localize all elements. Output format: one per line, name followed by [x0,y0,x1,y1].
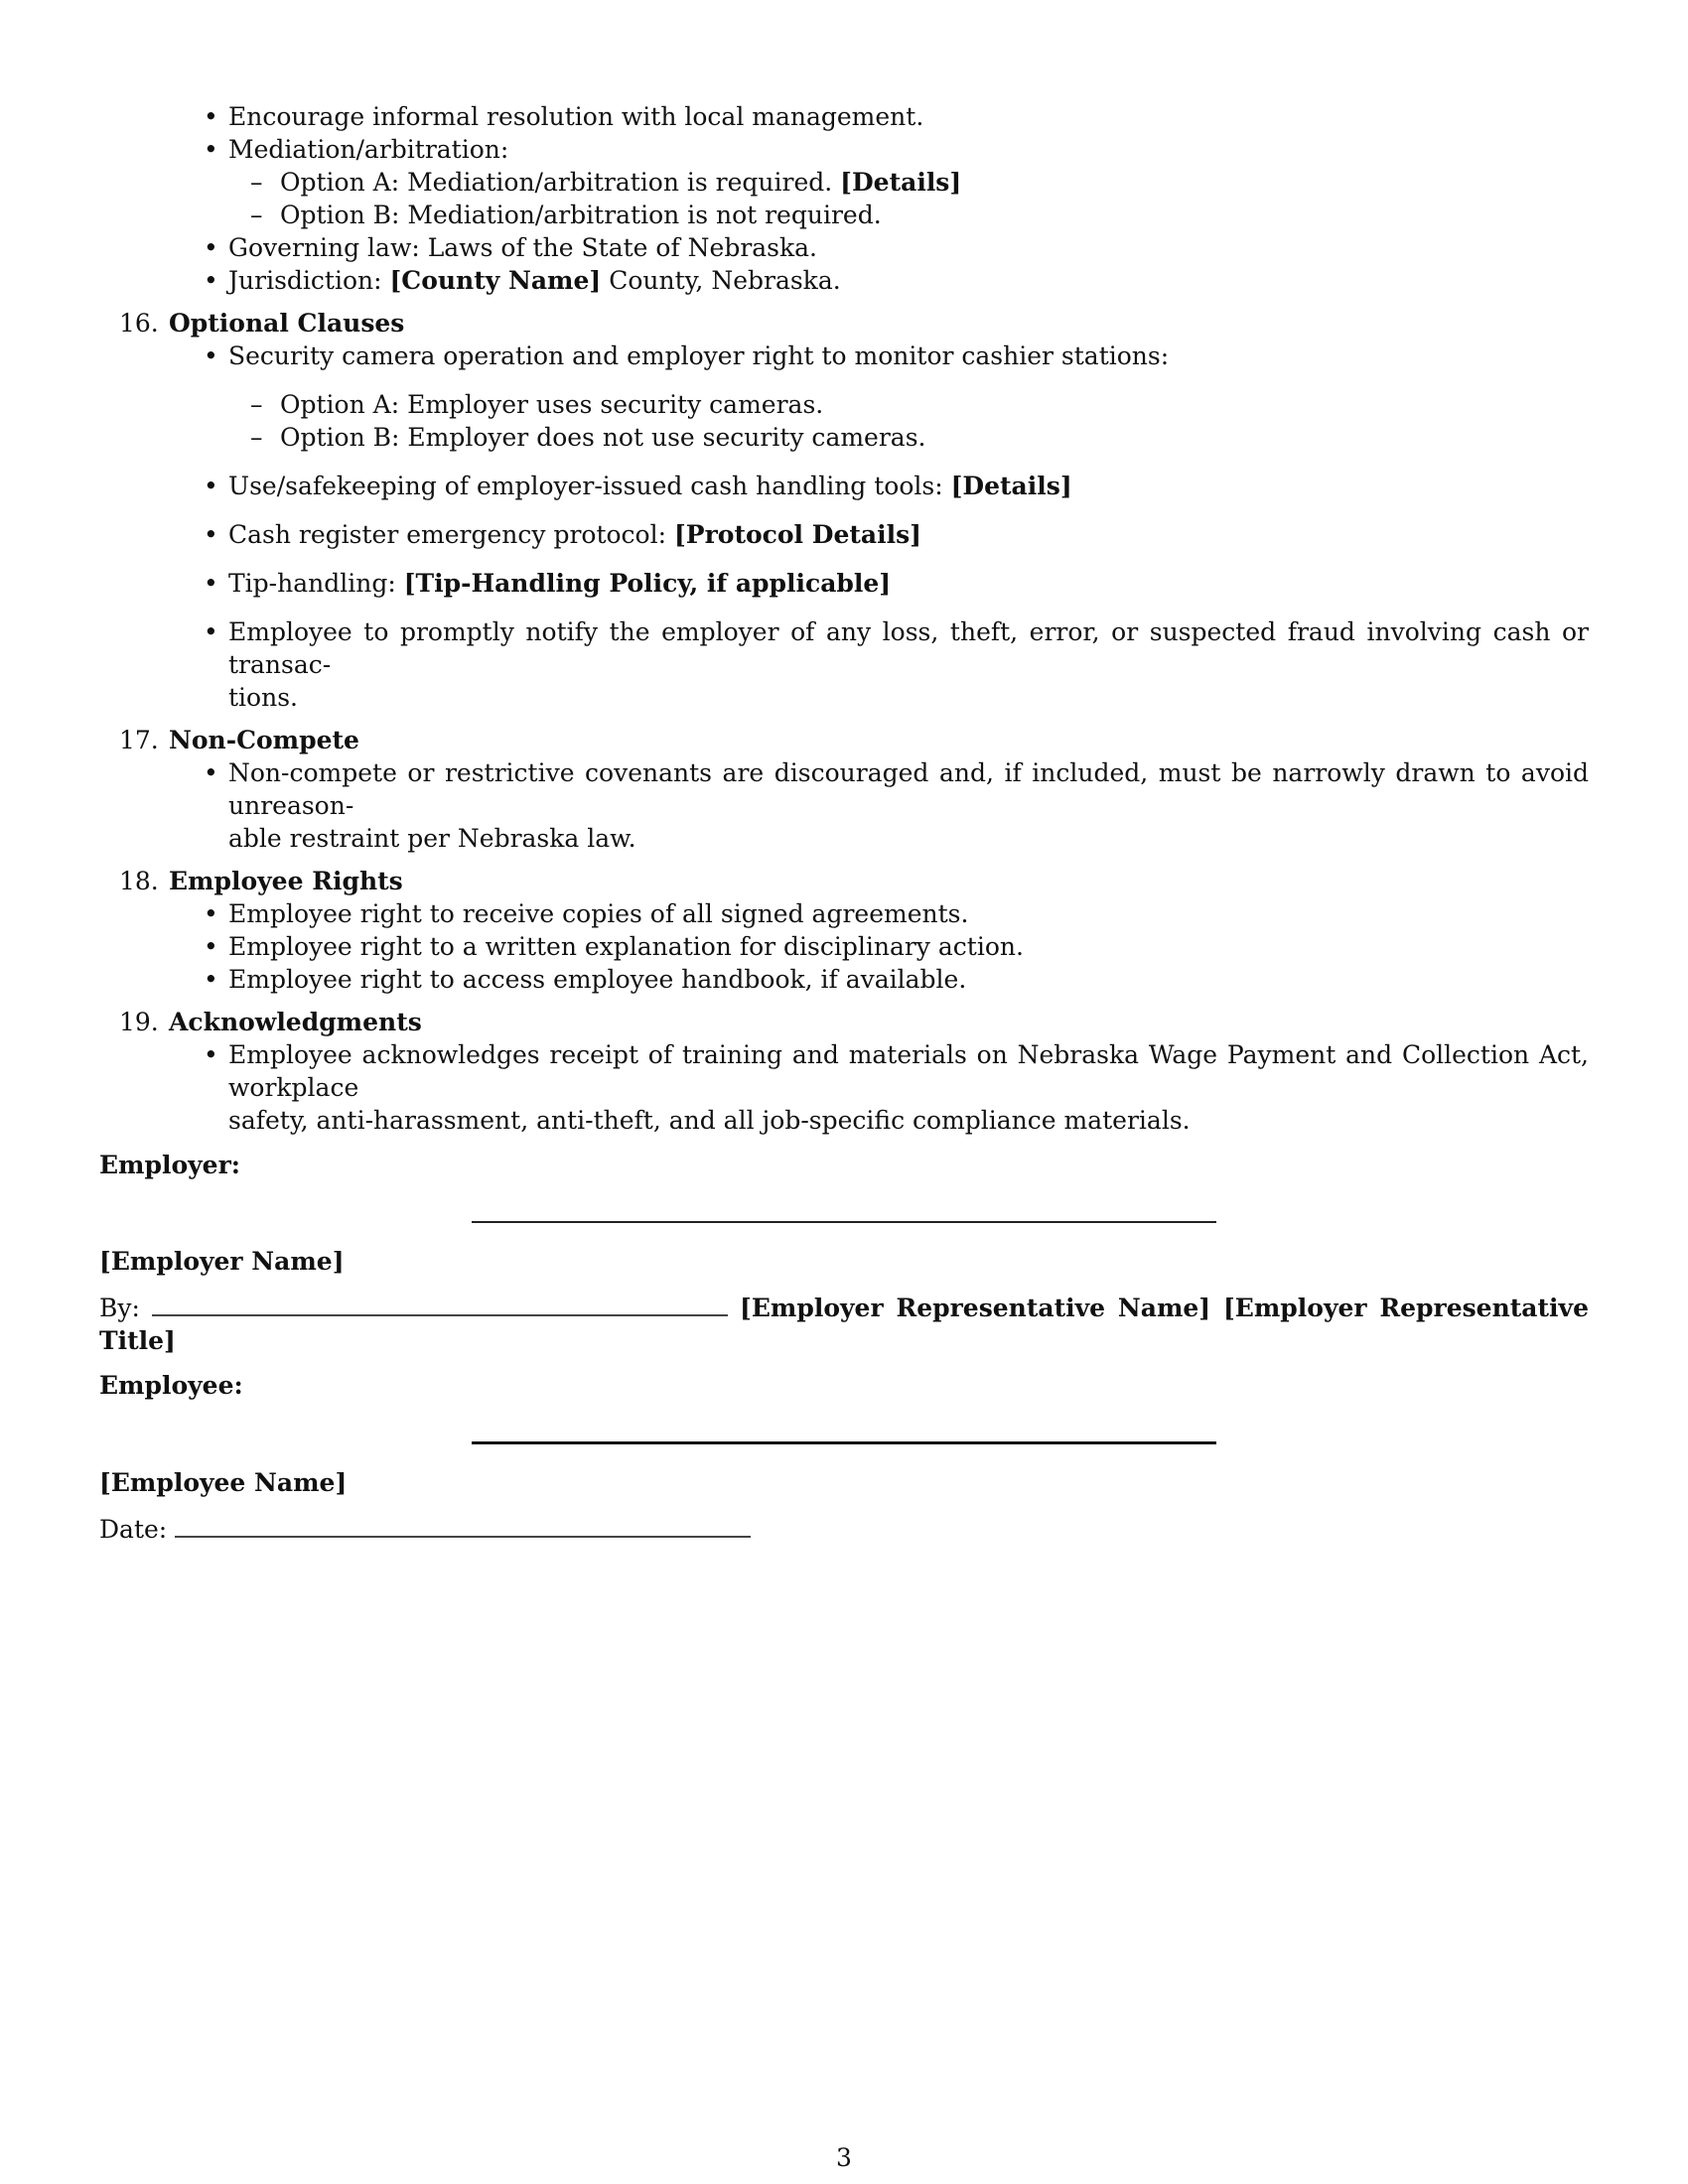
optional-clauses-list [99,340,1589,714]
list-item: • Employee right to a written explanation for disciplinary action. [228,930,1589,963]
list-item: • Non-compete or restrictive covenants are discouraged and, if included, must be narrowly drawn to avoid unreason- able restraint per Nebraska law. [228,756,1589,855]
list-item: • Employee right to access employee handbook, if available. [228,963,1589,996]
dispute-resolution-list [99,100,1589,297]
employer-by-row: By: [Employer Representative Name] [Employer Representative Title] [99,1294,1589,1355]
list-item: • Security camera operation and employer right to monitor cashier stations: – Option A: Employer uses security cameras. – Option B: Employer does not use security cameras. [228,340,1589,454]
employer-label: Employer: [99,1151,240,1179]
document-page [99,100,1589,1546]
list-item: • Use/safekeeping of employer-issued cash handling tools: [Details] [228,470,1589,502]
placeholder-county: [County Name] [389,266,602,295]
list-item: • Tip-handling: [Tip-Handling Policy, if applicable] [228,567,1589,600]
list-item: – Option B: Mediation/arbitration is not required. [280,199,1589,231]
placeholder-tip-policy: [Tip-Handling Policy, if applicable] [403,569,892,598]
employee-name: [Employee Name] [99,1468,348,1497]
list-item: • Employee right to receive copies of all signed agreements. [228,897,1589,930]
mediation-options [228,166,1589,231]
page-number: 3 [836,2143,852,2172]
section-heading-17: 17. Non-Compete [119,726,359,754]
camera-options [228,388,1589,454]
section-heading-16: 16. Optional Clauses [119,309,405,338]
section-heading-18: 18. Employee Rights [119,867,403,895]
employee-label: Employee: [99,1371,243,1400]
placeholder-protocol: [Protocol Details] [673,520,921,549]
placeholder-details: [Details] [840,168,962,197]
list-item: • Governing law: Laws of the State of Nebraska. [228,231,1589,264]
employer-name: [Employer Name] [99,1247,345,1276]
employee-rights-list [99,897,1589,996]
section-heading-19: 19. Acknowledgments [119,1008,422,1036]
list-item: • Jurisdiction: [County Name] County, Nebraska. [228,264,1589,297]
list-item: • Mediation/arbitration: – Option A: Mediation/arbitration is required. [Details] – Option B: Mediation/arbitration is not required. [228,133,1589,231]
placeholder-details: [Details] [950,472,1072,500]
employer-signature-line[interactable] [472,1221,1216,1223]
list-item: • Cash register emergency protocol: [Protocol Details] [228,518,1589,551]
employer-rep-signature-line[interactable] [152,1293,728,1316]
acknowledgments-list [99,1038,1589,1137]
list-item: • Encourage informal resolution with local management. [228,100,1589,133]
list-item: – Option B: Employer does not use security cameras. [280,421,1589,454]
employer-rep-name: [Employer Representative Name] [Employer Representative [740,1294,1589,1322]
employer-rep-title: Title] [99,1326,176,1355]
list-item: – Option A: Mediation/arbitration is required. [Details] [280,166,1589,199]
list-item: • Employee to promptly notify the employer of any loss, theft, error, or suspected fraud involving cash or transac- tions. [228,615,1589,714]
list-item: – Option A: Employer uses security cameras. [280,388,1589,421]
non-compete-list [99,756,1589,855]
employee-signature-line[interactable] [472,1441,1216,1444]
date-line[interactable] [175,1514,751,1538]
employee-date-row: Date: [99,1513,1589,1546]
list-item: • Employee acknowledges receipt of training and materials on Nebraska Wage Payment and Collection Act, workplace safety, anti-harassment, anti-theft, and all job-specific compliance materials. [228,1038,1589,1137]
